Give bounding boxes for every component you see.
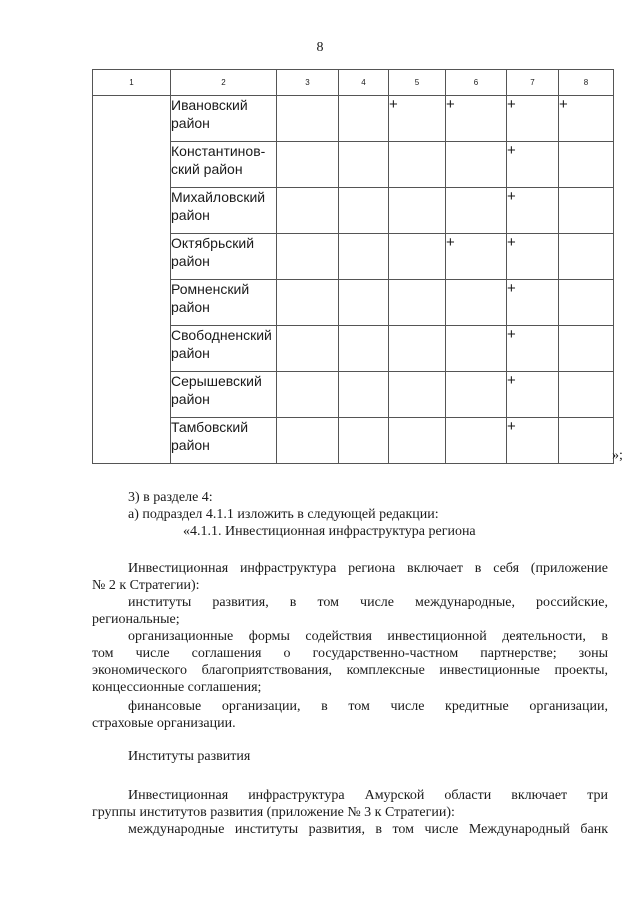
item-3-line: 3) в разделе 4: [128,490,213,505]
item-3a-line: а) подраздел 4.1.1 изложить в следующей редакции: [128,507,439,522]
section-heading-institutes: Институты развития [128,749,251,764]
table-row [93,142,614,188]
mark-cell [446,188,507,234]
mark-cell: + [507,418,559,464]
district-name: Свободненский район [171,326,277,372]
column-header: 8 [559,70,614,96]
paragraph-line: институты развития, в том числе международные, российские, [128,595,608,610]
page-number: 8 [316,40,324,55]
table-row [93,280,614,326]
mark-cell: + [507,188,559,234]
district-name: Михайловский район [171,188,277,234]
districts-table [92,69,614,464]
paragraph-line: том числе соглашения о государственно-частном партнерстве; зоны [92,646,608,661]
paragraph-line: концессионные соглашения; [92,680,262,695]
table-header-row [93,70,614,96]
mark-cell [446,326,507,372]
mark-cell [559,372,614,418]
paragraph-line: группы институтов развития (приложение № 3 к Стратегии): [92,805,455,820]
table-closing-quote: »; [612,448,623,463]
column-header: 3 [277,70,339,96]
mark-cell: + [507,96,559,142]
mark-cell [277,234,339,280]
mark-cell [339,418,389,464]
merged-first-column-cell [93,96,171,464]
mark-cell [559,234,614,280]
mark-cell [277,418,339,464]
mark-cell [277,280,339,326]
mark-cell [389,234,446,280]
mark-cell [277,142,339,188]
paragraph-line: № 2 к Стратегии): [92,578,200,593]
mark-cell [277,372,339,418]
mark-cell [389,280,446,326]
paragraph-line: экономического благоприятствования, комплексные инвестиционные проекты, [92,663,608,678]
mark-cell [446,372,507,418]
mark-cell [559,280,614,326]
mark-cell: + [507,142,559,188]
paragraph-line: организационные формы содействия инвестиционной деятельности, в [128,629,608,644]
mark-cell [339,280,389,326]
mark-cell [389,418,446,464]
table-row [93,234,614,280]
mark-cell: + [559,96,614,142]
paragraph-line: региональные; [92,612,180,627]
mark-cell: + [507,326,559,372]
district-name: Константинов- ский район [171,142,277,188]
mark-cell [339,372,389,418]
mark-cell: + [446,96,507,142]
mark-cell [446,142,507,188]
column-header: 6 [446,70,507,96]
mark-cell [339,326,389,372]
district-name: Ивановский район [171,96,277,142]
column-header: 2 [171,70,277,96]
mark-cell [277,188,339,234]
mark-cell: + [507,372,559,418]
mark-cell [559,142,614,188]
mark-cell [277,96,339,142]
paragraph-line: международные институты развития, в том числе Международный банк [128,822,608,837]
district-name: Тамбовский район [171,418,277,464]
mark-cell: + [389,96,446,142]
mark-cell [446,418,507,464]
table-row [93,418,614,464]
subsection-title: «4.1.1. Инвестиционная инфраструктура региона [183,524,476,539]
table-row [93,188,614,234]
mark-cell [559,326,614,372]
paragraph-line: финансовые организации, в том числе кредитные организации, [128,699,608,714]
mark-cell [339,142,389,188]
table-row [93,96,614,142]
mark-cell [389,188,446,234]
paragraph-line: Инвестиционная инфраструктура Амурской области включает три [128,788,608,803]
district-name: Серышевский район [171,372,277,418]
table-row [93,326,614,372]
mark-cell [339,234,389,280]
paragraph-line: страховые организации. [92,716,236,731]
mark-cell: + [507,234,559,280]
district-name: Ромненский район [171,280,277,326]
mark-cell [339,96,389,142]
mark-cell [339,188,389,234]
mark-cell: + [446,234,507,280]
mark-cell [389,326,446,372]
mark-cell [559,188,614,234]
paragraph-line: Инвестиционная инфраструктура региона включает в себя (приложение [128,561,608,576]
mark-cell [559,418,614,464]
mark-cell: + [507,280,559,326]
column-header: 4 [339,70,389,96]
column-header: 7 [507,70,559,96]
mark-cell [389,372,446,418]
table-row [93,372,614,418]
column-header: 5 [389,70,446,96]
mark-cell [389,142,446,188]
column-header: 1 [93,70,171,96]
mark-cell [277,326,339,372]
district-name: Октябрьский район [171,234,277,280]
mark-cell [446,280,507,326]
